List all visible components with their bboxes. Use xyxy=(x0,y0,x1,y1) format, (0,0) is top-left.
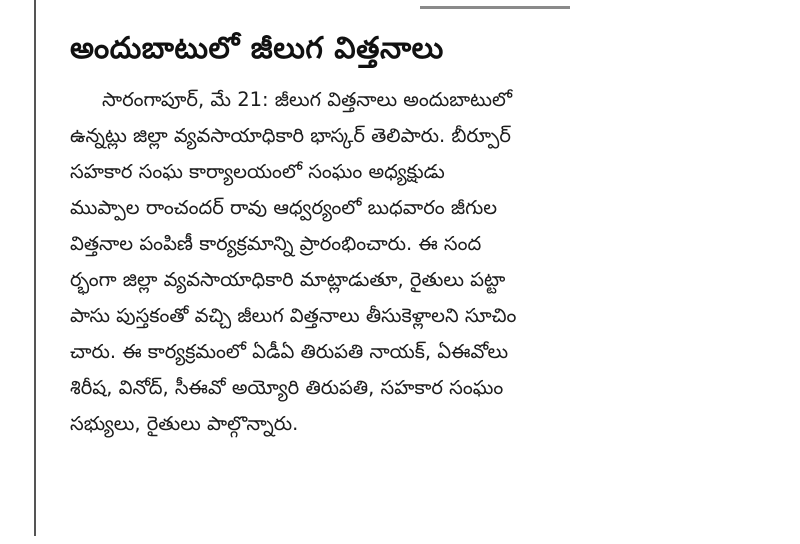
article-line: సారంగాపూర్, మే 21: జీలుగ విత్తనాలు అందుబాటులో xyxy=(102,88,513,111)
previous-article-fragment xyxy=(420,0,570,9)
article-line: ముప్పాల రాంచందర్ రావు ఆధ్వర్యంలో బుధవారం జీగుల xyxy=(70,196,498,219)
news-article xyxy=(70,26,730,442)
article-line: పాసు పుస్తకంతో వచ్చి జీలుగ విత్తనాలు తీసుకెళ్లాలని సూచిం xyxy=(70,304,517,327)
article-line: సభ్యులు, రైతులు పాల్గొన్నారు. xyxy=(70,412,299,435)
article-line: ఉన్నట్లు జిల్లా వ్యవసాయాధికారి భాస్కర్ తెలిపారు. బీర్పూర్ xyxy=(70,124,511,147)
column-divider xyxy=(34,0,36,536)
article-line: చారు. ఈ కార్యక్రమంలో ఏడీఏ తిరుపతి నాయక్, ఏఈవోలు xyxy=(70,340,509,363)
next-article-headline-cut-off xyxy=(72,514,492,544)
article-headline: అందుబాటులో జీలుగ విత్తనాలు xyxy=(70,31,444,66)
article-line: శిరీష, వినోద్, సీఈవో అయ్యోరి తిరుపతి, సహకార సంఘం xyxy=(70,376,504,399)
article-line: సహకార సంఘ కార్యాలయంలో సంఘం అధ్యక్షుడు xyxy=(70,160,445,183)
article-body xyxy=(70,82,730,442)
article-line: ర్భంగా జిల్లా వ్యవసాయాధికారి మాట్లాడుతూ, రైతులు పట్టా xyxy=(70,268,506,291)
article-line: విత్తనాల పంపిణీ కార్యక్రమాన్ని ప్రారంభించారు. ఈ సంద xyxy=(70,232,482,255)
